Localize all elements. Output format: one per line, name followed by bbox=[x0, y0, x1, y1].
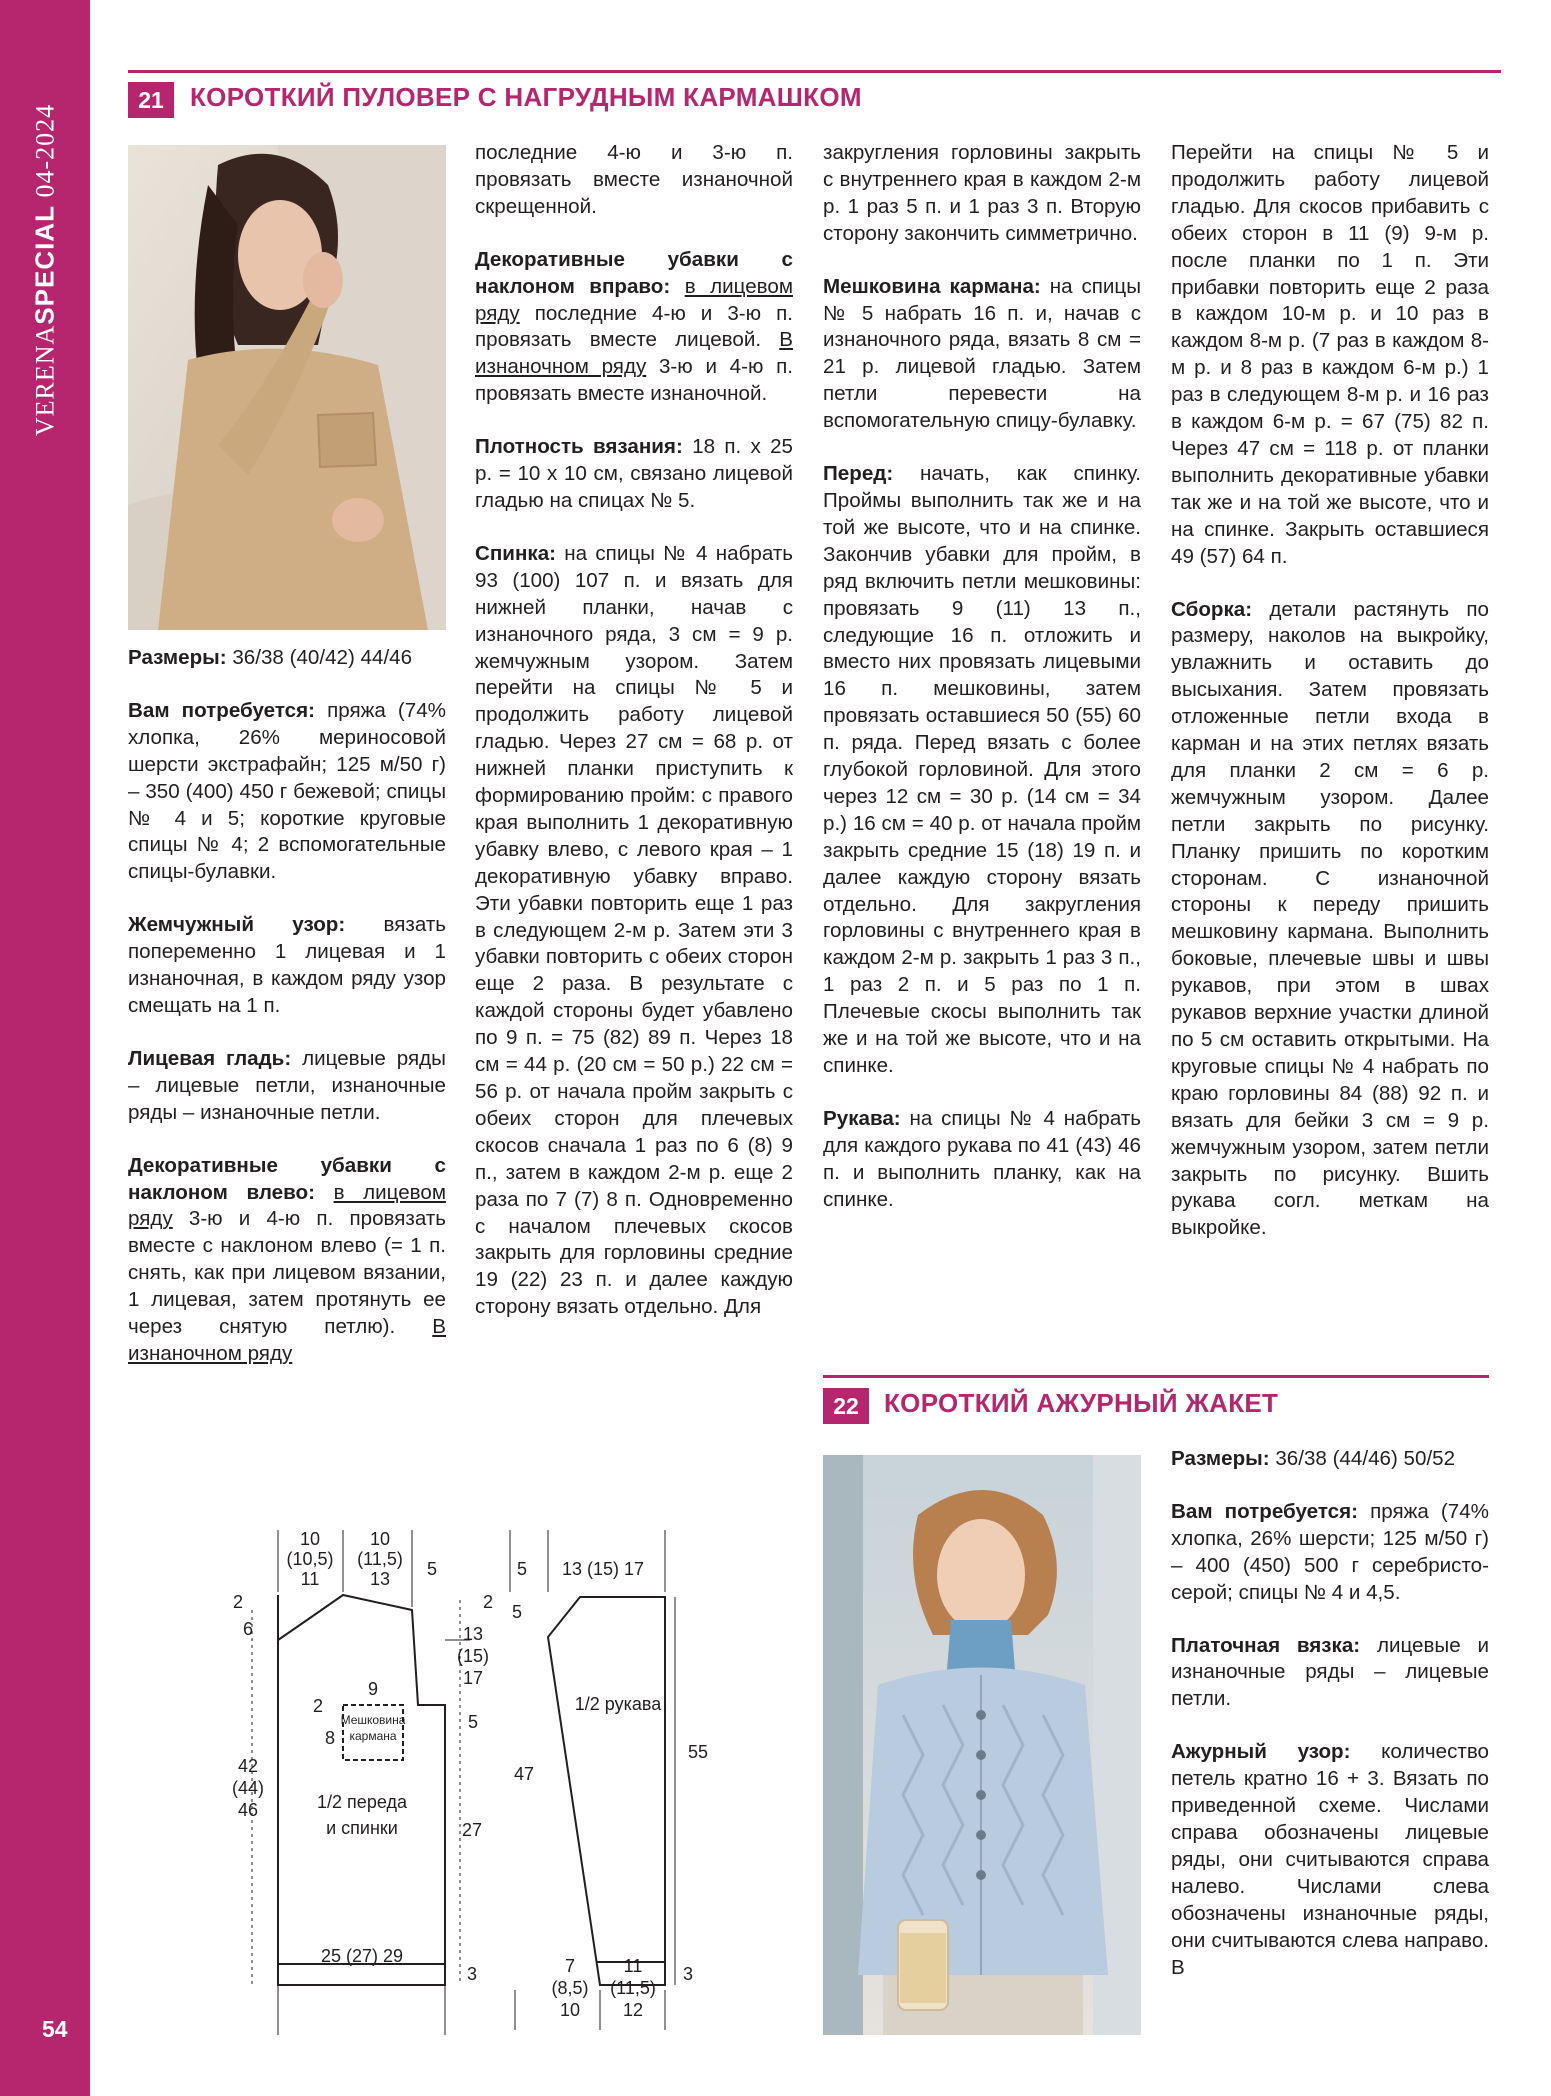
front-neck-label: 6 bbox=[242, 1619, 254, 1639]
sleeves-paragraph: Рукава: на спицы № 4 набрать для каждого рукава по 41 (43) 46 п. и выполнить планку, как на спинке. bbox=[823, 1106, 1141, 1211]
neck-width-label: 10 bbox=[299, 1529, 321, 1549]
pearl-stitch-paragraph: Жемчужный узор: вязать попеременно 1 лицевая и 1 изнаночная, в каждом ряду узор смещать на 1 п. bbox=[128, 913, 446, 1017]
garter-stitch-paragraph: Платочная вязка: лицевые и изнаночные ряды – лицевые петли. bbox=[1171, 1633, 1489, 1711]
section-22-number: 22 bbox=[823, 1388, 869, 1424]
right-decrease-paragraph: Декоративные убавки с наклоном вправо: в лицевом ряду последние 4-ю и 3-ю п. провязать вместе лицевой. В изнаночном ряду 3-ю и 4-ю п. провязать вместе изнаночной. bbox=[475, 247, 793, 406]
back-paragraph: Спинка: на спицы № 4 набрать 93 (100) 107 п. и вязать для нижней планки, начав с изнаночного ряда, 3 см = 9 р. жемчужным узором. Затем перейти на спицы № 5 и продолжить работу лицевой гладью. Через 27 см = 68 р. от нижней планки приступить к формированию пройм: с правого края выполнить 1 декоративную убавку влево, с левого края – 1 декоративную убавку вправо. Эти убавки повторить еще 1 раз в следующем 2-м р. Затем эти 3 убавки повторить с обеих сторон еще 2 раза. В результате с каждой стороны будет убавлено по 9 п. = 75 (82) 89 п. Через 18 см = 44 р. (20 см = 50 р.) 22 см = 56 р. от начала пройм закрыть с обеих сторон для плечевых скосов сначала 1 раз по 6 (8) 9 п., затем в каждом 2-м р. еще 2 раза по 7 (7) 8 п. Одновременно с началом плечевых скосов закрыть для горловины средние 19 (22) 23 п. и далее каждую сторону вязать отдельно. Для bbox=[475, 541, 793, 1319]
gauge-paragraph: Плотность вязания: 18 п. х 25 р. = 10 х 10 см, связано лицевой гладью на спицах № 5. bbox=[475, 435, 793, 512]
section-21-title: КОРОТКИЙ ПУЛОВЕР С НАГРУДНЫМ КАРМАШКОМ bbox=[190, 82, 862, 112]
neck-width-label: 11 bbox=[300, 1569, 320, 1589]
shoulder-width-label: 10 bbox=[369, 1529, 391, 1549]
armhole-label: (15) bbox=[456, 1646, 490, 1666]
stockinette-paragraph: Лицевая гладь: лицевые ряды – лицевые петли, изнаночные ряды – изнаночные петли. bbox=[128, 1046, 446, 1124]
jacket-materials-paragraph: Вам потребуется: пряжа (74% хлопка, 26% шерсти; 125 м/50 г) – 400 (450) 500 г серебристо-серой; спицы № 4 и 4,5. bbox=[1171, 1499, 1489, 1604]
sizes-paragraph: Размеры: 36/38 (40/42) 44/46 bbox=[128, 646, 413, 669]
section-22-title: КОРОТКИЙ АЖУРНЫЙ ЖАКЕТ bbox=[884, 1388, 1279, 1418]
body-width-label: 25 (27) 29 bbox=[320, 1946, 404, 1966]
pocket-height-label: 8 bbox=[324, 1728, 336, 1748]
pocket-label: Мешковина bbox=[340, 1713, 406, 1727]
sleeve-bottom-label: 12 bbox=[622, 2000, 644, 2020]
pocket-label: кармана bbox=[349, 1729, 397, 1743]
body-length-label: 46 bbox=[237, 1800, 259, 1820]
body-length-label: (44) bbox=[231, 1778, 265, 1798]
sleeve-piece-label: 1/2 рукава bbox=[574, 1694, 662, 1714]
continued-text: закругления горловины закрыть с внутреннего края в каждом 2-м р. 1 раз 5 п. и 1 раз 3 п. Вторую сторону закончить симметрично. bbox=[823, 141, 1141, 245]
lace-pattern-paragraph: Ажурный узор: количество петель кратно 16 + 3. Вязать по приведенной схеме. Числами справа обозначены лицевые ряды, они считываются справа налево. Числами слева обозначены изнаночные ряды, они считываются слева направо. В bbox=[1171, 1740, 1489, 1979]
pocket-top-label: 2 bbox=[312, 1696, 324, 1716]
body-piece-label: 1/2 переда bbox=[317, 1792, 407, 1812]
sleeve-top-label: 13 (15) 17 bbox=[561, 1559, 645, 1579]
page-number: 54 bbox=[42, 2016, 68, 2042]
jacket-sizes-paragraph: Размеры: 36/38 (44/46) 50/52 bbox=[1171, 1447, 1456, 1470]
sleeve-length-label: 47 bbox=[513, 1764, 535, 1784]
body-outline bbox=[278, 1595, 445, 1985]
section-21-number: 21 bbox=[128, 82, 174, 118]
shoulder-width-label: (11,5) bbox=[357, 1549, 403, 1569]
neck-width-label: (10,5) bbox=[286, 1549, 334, 1569]
materials-paragraph: Вам потребуется: пряжа (74% хлопка, 26% мериносовой шерсти экстрафайн; 125 м/50 г) – 350 (400) 450 г бежевой; спицы № 4 и 5; короткие круговые спицы № 4; 2 вспомогательные спицы-булавки. bbox=[128, 698, 446, 884]
band-label: 3 bbox=[466, 1964, 478, 1984]
armhole-label: 13 bbox=[462, 1624, 484, 1644]
body-piece-label: и спинки bbox=[326, 1818, 398, 1838]
sleeve-bottom-label: (11,5) bbox=[610, 1978, 656, 1998]
cuff-label: 10 bbox=[559, 2000, 581, 2020]
continued-text: Перейти на спицы № 5 и продолжить работу лицевой гладью. Для скосов прибавить с обеих сторон в 11 (9) 9-м р. после планки по 1 п. Эти прибавки повторить еще 2 раза в каждом 10-м р. и 10 раз в каждом 8-м р. (7 раз в каждом 8-м р. и 8 раз в каждом 6-м р.) 1 раз в следующем 8-м р. и 16 раз в каждом 6-м р. = 67 (75) 82 п. Через 47 см = 118 р. от планки выполнить декоративные убавки так же и на той же высоте, что и на спинке. Закрыть оставшиеся 49 (57) 64 п. bbox=[1171, 141, 1489, 568]
cuff-label: 7 bbox=[564, 1956, 576, 1976]
sleeve-bottom-label: 11 bbox=[623, 1956, 643, 1976]
armhole-label: 17 bbox=[462, 1668, 484, 1688]
back-neck-label: 2 bbox=[232, 1592, 244, 1612]
sleeve-cap-height-label: 5 bbox=[511, 1602, 523, 1622]
front-paragraph: Перед: начать, как спинку. Проймы выполнить так же и на той же высоте, что и на спинке. Закончив убавки для пройм, в ряд включить петли мешковины: провязать 9 (11) 13 п., следующие 16 п. отложить и вместо них провязать лицевыми 16 п. мешковины, затем провязать оставшиеся 50 (55) 60 п. ряда. Перед вязать с более глубокой горловиной. Для этого через 12 см = 30 р. (14 см = 34 р.) 16 см = 40 р. от начала пройм закрыть средние 15 (18) 19 п. и далее каждую сторону вязать отдельно. Для закругления горловины с внутреннего края в каждом 2-м р. закрыть 1 раз 3 п., 1 раз 2 п. и 5 раз по 1 п. Плечевые скосы выполнить так же и на той же высоте, что и на спинке. bbox=[823, 462, 1141, 1077]
sleeve-cap-label: 5 bbox=[516, 1559, 528, 1579]
continued-text: последние 4-ю и 3-ю п. провязать вместе изнаночной скрещенной. bbox=[475, 141, 793, 218]
left-decrease-paragraph: Декоративные убавки с наклоном влево: в лицевом ряду 3-ю и 4-ю п. провязать вместе с наклоном влево (= 1 п. снять, как при лицевом вязании, 1 лицевая, затем протянуть ее через снятую петлю). В изнаночном ряду bbox=[128, 1153, 446, 1365]
body-length-label: 42 bbox=[237, 1756, 259, 1776]
sleeve-band-label: 3 bbox=[682, 1964, 694, 1984]
shoulder-drop-label: 2 bbox=[482, 1592, 494, 1612]
side-length-label: 27 bbox=[461, 1820, 483, 1840]
shoulder-slope-label: 5 bbox=[426, 1559, 438, 1579]
pocket-paragraph: Мешковина кармана: на спицы № 5 набрать 16 п. и, начав с изнаночного ряда, вязать 8 см = 21 р. лицевой гладью. Затем петли перевести на вспомогательную спицу-булавку. bbox=[823, 274, 1141, 433]
sleeve-outline bbox=[548, 1597, 665, 1985]
assembly-paragraph: Сборка: детали растянуть по размеру, наколов на выкройку, увлажнить и оставить до высыхания. Затем провязать отложенные петли входа в карман и на этих петлях вязать для планки 2 см = 6 р. жемчужным узором. Далее петли закрыть по рисунку. Планку пришить по коротким сторонам. С изнаночной стороны к переду пришить мешковину кармана. Выполнить боковые, плечевые швы и швы рукавов, при этом в швах рукавов верхние участки длиной по 5 см оставить открытыми. На круговые спицы № 4 набрать по краю горловины 84 (88) 92 п. и вязать для бейки 3 см = 9 р. жемчужным узором, затем петли закрыть по рисунку. Вшить рукава согл. меткам на выкройке. bbox=[1171, 597, 1489, 1240]
sleeve-total-label: 55 bbox=[687, 1742, 709, 1762]
cuff-label: (8,5) bbox=[551, 1978, 589, 1998]
armhole-shaping-label: 5 bbox=[467, 1712, 479, 1732]
magazine-brand: VERENASPECIAL 04-2024 bbox=[29, 103, 60, 437]
pocket-width-label: 9 bbox=[367, 1679, 379, 1699]
shoulder-width-label: 13 bbox=[369, 1569, 391, 1589]
